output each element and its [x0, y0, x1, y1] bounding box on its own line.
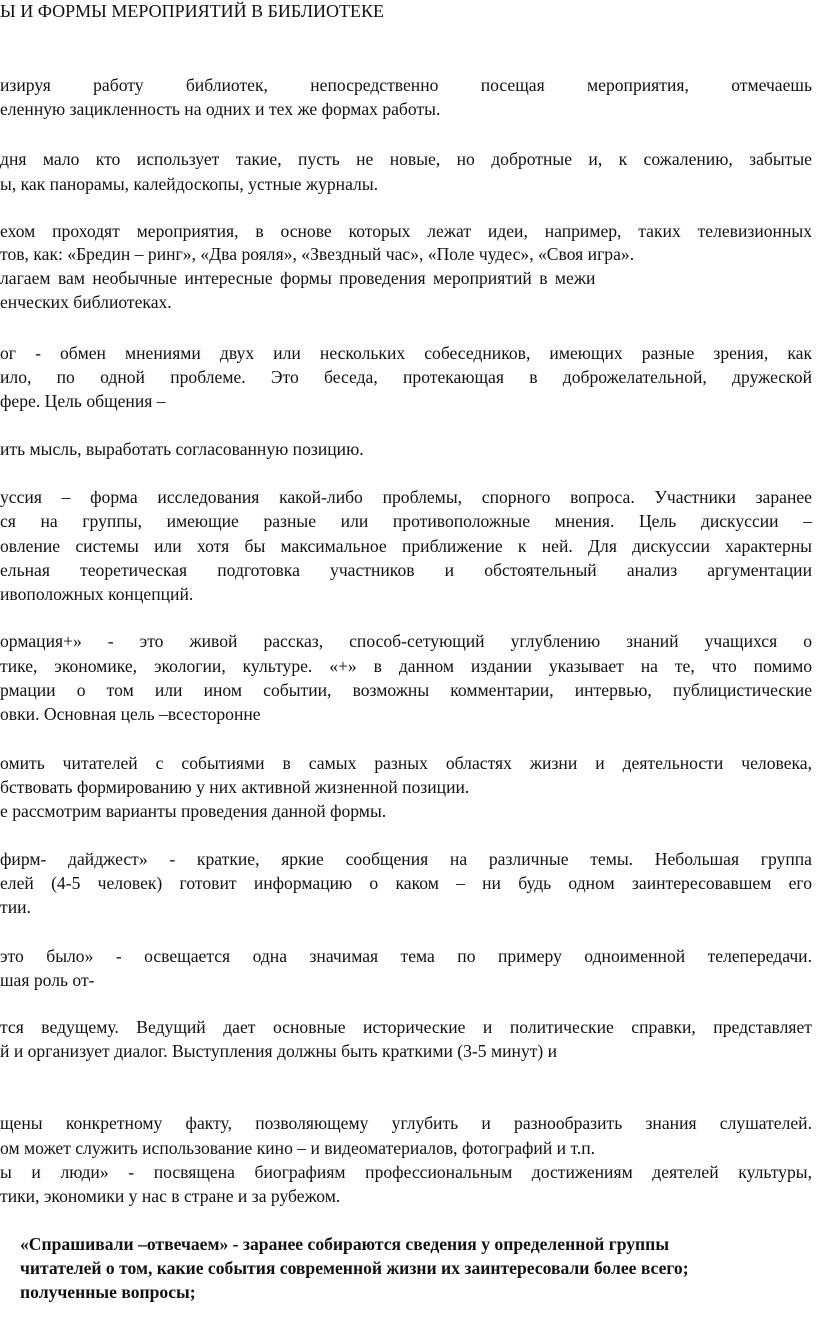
text-line: ило, по одной проблеме. Это беседа, протекающая в доброжелательной, дружеской: [0, 367, 812, 387]
text-line: омить читателей с событиями в самых разных областях жизни и деятельности человека,: [0, 753, 812, 773]
text-line: лагаем вам необычные интересные формы проведения мероприятий в межи: [0, 268, 596, 288]
text-line-bold: «Спрашивали –отвечаем» - заранее собираются сведения у определенной группы: [20, 1234, 670, 1254]
text-line: е рассмотрим варианты проведения данной формы.: [0, 801, 387, 821]
text-line: тии.: [0, 897, 31, 917]
text-line: фере. Цель общения –: [0, 391, 166, 411]
text-line: щены конкретному факту, позволяющему углубить и разнообразить знания слушателей.: [0, 1113, 812, 1133]
text-line: бствовать формированию у них активной жизненной позиции.: [0, 777, 470, 797]
text-line: ехом проходят мероприятия, в основе которых лежат идеи, например, таких телевизионных: [0, 221, 812, 241]
text-line: ог - обмен мнениями двух или нескольких собеседников, имеющих разные зрения, как: [0, 343, 812, 363]
text-line: ом может служить использование кино – и видеоматериалов, фотографий и т.п.: [0, 1138, 596, 1158]
document-title: Ы И ФОРМЫ МЕРОПРИЯТИЙ В БИБЛИОТЕКЕ: [0, 1, 385, 21]
text-line: еленную зацикленность на одних и тех же формах работы.: [0, 99, 441, 119]
text-line-bold: полученные вопросы;: [20, 1282, 196, 1302]
text-line: ся на группы, имеющие разные или противоположные мнения. Цель дискуссии –: [0, 511, 812, 531]
text-line-bold: читателей о том, какие события современной жизни их заинтересовали более всего;: [20, 1258, 689, 1278]
text-line: рмации о том или ином событии, возможны комментарии, интервью, публицистические: [0, 680, 812, 700]
text-line: енческих библиотеках.: [0, 292, 172, 312]
text-line: тике, экономике, экологии, культуре. «+» в данном издании указывает на те, что помимо: [0, 656, 812, 676]
text-line: ить мысль, выработать согласованную позицию.: [0, 439, 364, 459]
text-line: й и организует диалог. Выступления должны быть краткими (3-5 минут) и: [0, 1041, 558, 1061]
text-line: елей (4-5 человек) готовит информацию о каком – ни будь одном заинтересовавшем его: [0, 873, 812, 893]
text-line: изируя работу библиотек, непосредственно посещая мероприятия, отмечаешь: [0, 75, 812, 95]
text-line: тов, как: «Бредин – ринг», «Два рояля», «Звездный час», «Поле чудес», «Своя игра».: [0, 244, 635, 264]
text-line: ы и люди» - посвящена биографиям профессиональным достижениям деятелей культуры,: [0, 1162, 812, 1182]
text-line: ивоположных концепций.: [0, 584, 194, 604]
text-line: овки. Основная цель –всесторонне: [0, 704, 261, 724]
text-line: это было» - освещается одна значимая тема по примеру одноименной телепередачи.: [0, 946, 812, 966]
text-line: овление системы или хотя бы максимальное приближение к ней. Для дискуссии характерны: [0, 536, 812, 556]
text-line: тся ведущему. Ведущий дает основные исторические и политические справки, представляет: [0, 1017, 812, 1037]
text-line: ормация+» - это живой рассказ, способ-сетующий углублению знаний учащихся о: [0, 631, 812, 651]
text-line: фирм- дайджест» - краткие, яркие сообщения на различные темы. Небольшая группа: [0, 849, 812, 869]
text-line: тики, экономики у нас в стране и за рубежом.: [0, 1186, 341, 1206]
text-line: ельная теоретическая подготовка участников и обстоятельный анализ аргументации: [0, 560, 812, 580]
text-line: уссия – форма исследования какой-либо проблемы, спорного вопроса. Участники заранее: [0, 487, 812, 507]
text-line: дня мало кто использует такие, пусть не новые, но добротные и, к сожалению, забытые: [0, 149, 812, 169]
text-line: ы, как панорамы, калейдоскопы, устные журналы.: [0, 174, 379, 194]
text-line: шая роль от-: [0, 970, 95, 990]
